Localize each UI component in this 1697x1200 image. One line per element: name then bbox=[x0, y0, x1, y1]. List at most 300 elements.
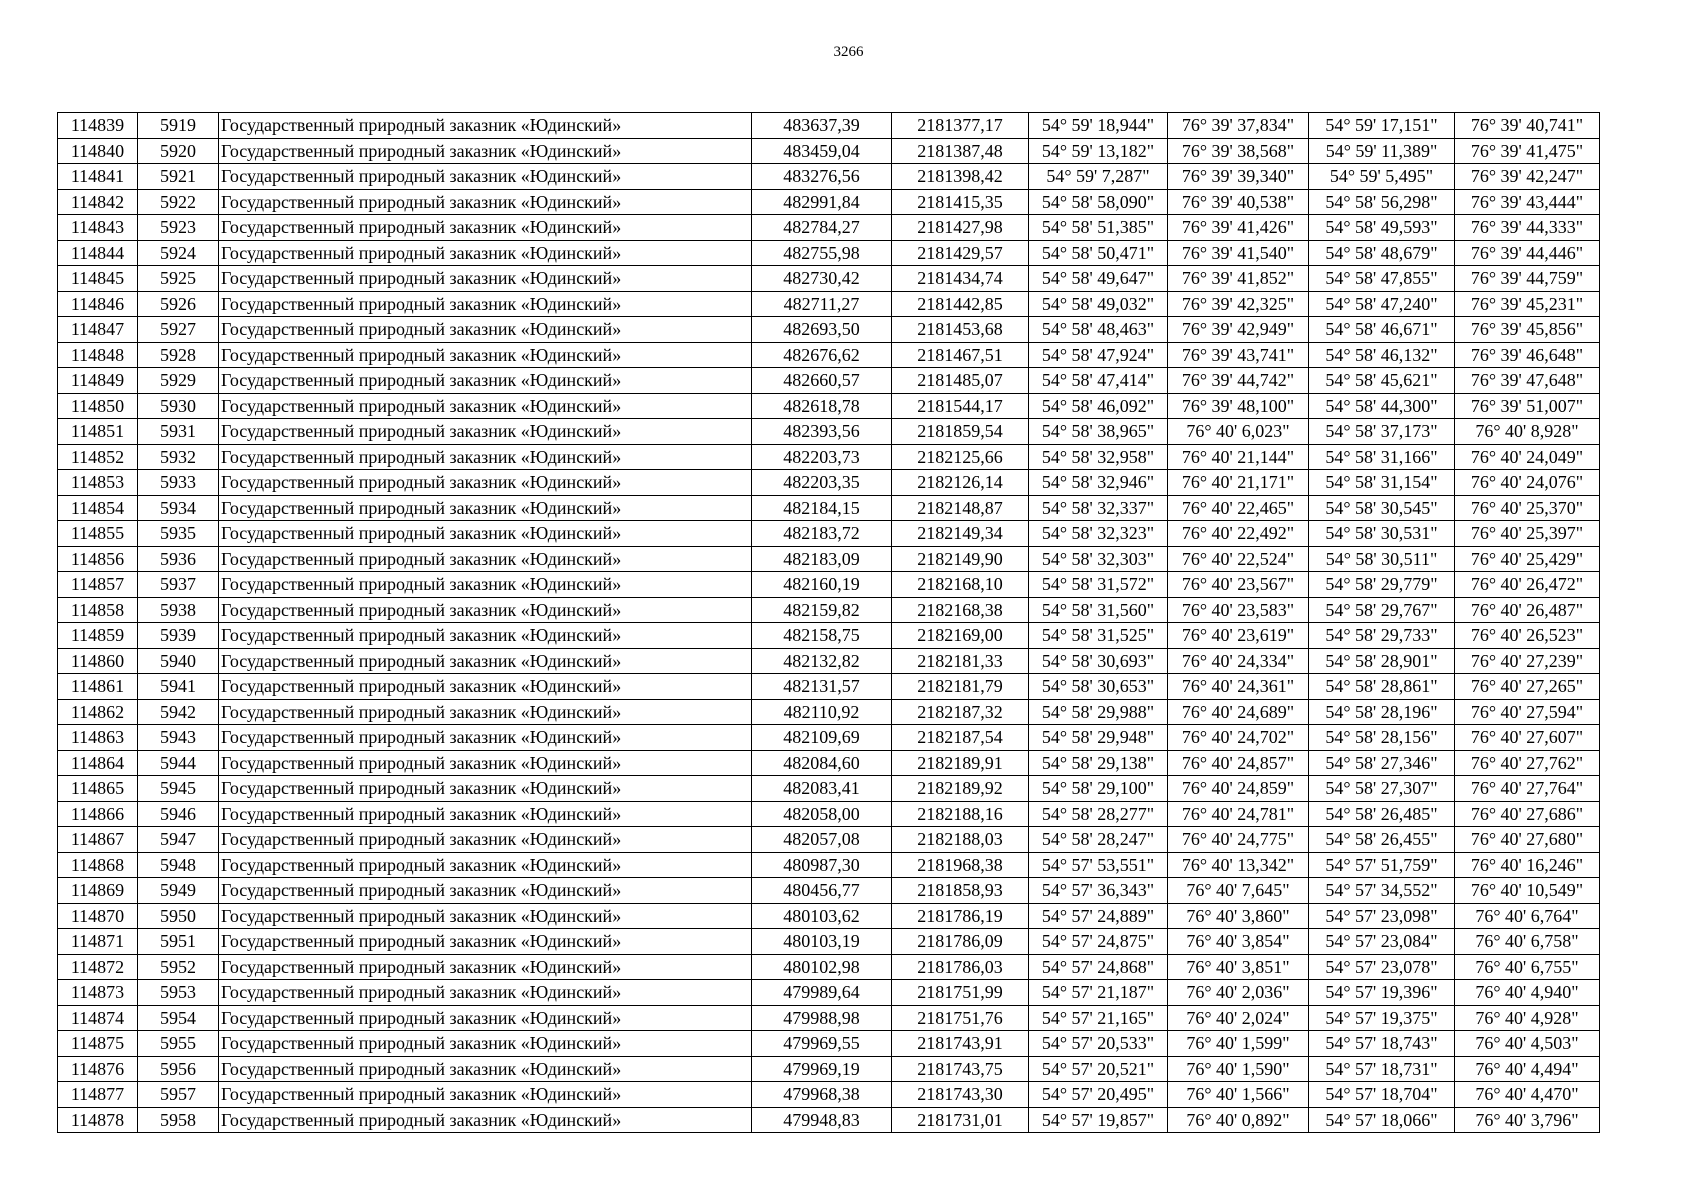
cell-latitude-2: 54° 58' 46,132" bbox=[1309, 342, 1455, 368]
cell-latitude-1: 54° 57' 20,495" bbox=[1029, 1082, 1168, 1108]
table-row bbox=[58, 674, 1600, 700]
table-row bbox=[58, 342, 1600, 368]
cell-point-number: 5942 bbox=[138, 699, 219, 725]
cell-record-id: 114874 bbox=[58, 1005, 138, 1031]
cell-object-name: Государственный природный заказник «Юдинский» bbox=[219, 827, 752, 853]
table-row bbox=[58, 776, 1600, 802]
cell-point-number: 5926 bbox=[138, 291, 219, 317]
cell-latitude-2: 54° 58' 30,511" bbox=[1309, 546, 1455, 572]
cell-object-name: Государственный природный заказник «Юдинский» bbox=[219, 597, 752, 623]
cell-y-coordinate: 2182188,16 bbox=[892, 801, 1029, 827]
cell-point-number: 5923 bbox=[138, 215, 219, 241]
cell-latitude-2: 54° 58' 30,545" bbox=[1309, 495, 1455, 521]
cell-record-id: 114870 bbox=[58, 903, 138, 929]
cell-longitude-1: 76° 40' 21,144" bbox=[1168, 444, 1309, 470]
cell-latitude-1: 54° 59' 7,287" bbox=[1029, 164, 1168, 190]
cell-latitude-2: 54° 57' 51,759" bbox=[1309, 852, 1455, 878]
cell-latitude-1: 54° 57' 24,889" bbox=[1029, 903, 1168, 929]
cell-record-id: 114846 bbox=[58, 291, 138, 317]
table-row bbox=[58, 750, 1600, 776]
cell-point-number: 5950 bbox=[138, 903, 219, 929]
table-row bbox=[58, 725, 1600, 751]
cell-y-coordinate: 2181377,17 bbox=[892, 113, 1029, 139]
cell-latitude-2: 54° 57' 18,704" bbox=[1309, 1082, 1455, 1108]
cell-point-number: 5956 bbox=[138, 1056, 219, 1082]
cell-y-coordinate: 2182189,92 bbox=[892, 776, 1029, 802]
cell-longitude-1: 76° 40' 3,860" bbox=[1168, 903, 1309, 929]
cell-object-name: Государственный природный заказник «Юдинский» bbox=[219, 929, 752, 955]
cell-latitude-1: 54° 58' 51,385" bbox=[1029, 215, 1168, 241]
cell-point-number: 5937 bbox=[138, 572, 219, 598]
cell-record-id: 114847 bbox=[58, 317, 138, 343]
cell-record-id: 114853 bbox=[58, 470, 138, 496]
cell-latitude-2: 54° 58' 29,733" bbox=[1309, 623, 1455, 649]
cell-record-id: 114872 bbox=[58, 954, 138, 980]
cell-point-number: 5944 bbox=[138, 750, 219, 776]
cell-x-coordinate: 482131,57 bbox=[752, 674, 892, 700]
table-row bbox=[58, 1056, 1600, 1082]
cell-longitude-1: 76° 40' 1,566" bbox=[1168, 1082, 1309, 1108]
cell-longitude-1: 76° 40' 24,857" bbox=[1168, 750, 1309, 776]
cell-object-name: Государственный природный заказник «Юдинский» bbox=[219, 138, 752, 164]
cell-point-number: 5943 bbox=[138, 725, 219, 751]
cell-y-coordinate: 2181786,03 bbox=[892, 954, 1029, 980]
cell-y-coordinate: 2181968,38 bbox=[892, 852, 1029, 878]
cell-record-id: 114865 bbox=[58, 776, 138, 802]
table-row bbox=[58, 801, 1600, 827]
cell-latitude-1: 54° 58' 30,653" bbox=[1029, 674, 1168, 700]
table-row bbox=[58, 980, 1600, 1006]
cell-latitude-1: 54° 58' 29,988" bbox=[1029, 699, 1168, 725]
cell-longitude-1: 76° 40' 2,036" bbox=[1168, 980, 1309, 1006]
cell-y-coordinate: 2181415,35 bbox=[892, 189, 1029, 215]
page-number: 3266 bbox=[833, 44, 864, 60]
cell-latitude-1: 54° 58' 30,693" bbox=[1029, 648, 1168, 674]
cell-point-number: 5925 bbox=[138, 266, 219, 292]
cell-record-id: 114864 bbox=[58, 750, 138, 776]
table-row bbox=[58, 1082, 1600, 1108]
table-row bbox=[58, 827, 1600, 853]
cell-longitude-1: 76° 40' 0,892" bbox=[1168, 1107, 1309, 1133]
cell-longitude-1: 76° 40' 22,492" bbox=[1168, 521, 1309, 547]
cell-point-number: 5947 bbox=[138, 827, 219, 853]
cell-point-number: 5952 bbox=[138, 954, 219, 980]
cell-longitude-2: 76° 39' 44,446" bbox=[1455, 240, 1600, 266]
cell-x-coordinate: 480102,98 bbox=[752, 954, 892, 980]
cell-longitude-1: 76° 40' 21,171" bbox=[1168, 470, 1309, 496]
cell-object-name: Государственный природный заказник «Юдинский» bbox=[219, 852, 752, 878]
cell-point-number: 5941 bbox=[138, 674, 219, 700]
cell-latitude-2: 54° 58' 46,671" bbox=[1309, 317, 1455, 343]
cell-x-coordinate: 482393,56 bbox=[752, 419, 892, 445]
cell-longitude-2: 76° 40' 27,607" bbox=[1455, 725, 1600, 751]
cell-y-coordinate: 2181786,09 bbox=[892, 929, 1029, 955]
table-row bbox=[58, 521, 1600, 547]
cell-longitude-1: 76° 40' 24,702" bbox=[1168, 725, 1309, 751]
cell-record-id: 114854 bbox=[58, 495, 138, 521]
cell-x-coordinate: 482084,60 bbox=[752, 750, 892, 776]
cell-object-name: Государственный природный заказник «Юдинский» bbox=[219, 1082, 752, 1108]
cell-object-name: Государственный природный заказник «Юдинский» bbox=[219, 725, 752, 751]
table-row bbox=[58, 240, 1600, 266]
cell-point-number: 5919 bbox=[138, 113, 219, 139]
cell-longitude-1: 76° 40' 24,775" bbox=[1168, 827, 1309, 853]
cell-latitude-1: 54° 58' 32,303" bbox=[1029, 546, 1168, 572]
cell-object-name: Государственный природный заказник «Юдинский» bbox=[219, 470, 752, 496]
cell-record-id: 114842 bbox=[58, 189, 138, 215]
table-body bbox=[58, 113, 1600, 1133]
cell-record-id: 114877 bbox=[58, 1082, 138, 1108]
cell-latitude-2: 54° 57' 19,375" bbox=[1309, 1005, 1455, 1031]
table-row bbox=[58, 1031, 1600, 1057]
cell-latitude-1: 54° 58' 31,560" bbox=[1029, 597, 1168, 623]
cell-x-coordinate: 480456,77 bbox=[752, 878, 892, 904]
cell-point-number: 5929 bbox=[138, 368, 219, 394]
cell-point-number: 5939 bbox=[138, 623, 219, 649]
cell-longitude-2: 76° 40' 8,928" bbox=[1455, 419, 1600, 445]
cell-latitude-1: 54° 57' 24,868" bbox=[1029, 954, 1168, 980]
cell-x-coordinate: 482160,19 bbox=[752, 572, 892, 598]
cell-x-coordinate: 482109,69 bbox=[752, 725, 892, 751]
table-row bbox=[58, 878, 1600, 904]
cell-point-number: 5934 bbox=[138, 495, 219, 521]
cell-longitude-2: 76° 39' 44,333" bbox=[1455, 215, 1600, 241]
cell-object-name: Государственный природный заказник «Юдинский» bbox=[219, 623, 752, 649]
cell-longitude-2: 76° 40' 4,928" bbox=[1455, 1005, 1600, 1031]
cell-longitude-1: 76° 39' 40,538" bbox=[1168, 189, 1309, 215]
cell-latitude-1: 54° 58' 32,323" bbox=[1029, 521, 1168, 547]
cell-latitude-2: 54° 58' 28,861" bbox=[1309, 674, 1455, 700]
table-row bbox=[58, 470, 1600, 496]
table-row bbox=[58, 419, 1600, 445]
cell-point-number: 5948 bbox=[138, 852, 219, 878]
cell-latitude-2: 54° 58' 28,901" bbox=[1309, 648, 1455, 674]
cell-x-coordinate: 482660,57 bbox=[752, 368, 892, 394]
cell-latitude-2: 54° 58' 29,767" bbox=[1309, 597, 1455, 623]
table-row bbox=[58, 1107, 1600, 1133]
cell-record-id: 114868 bbox=[58, 852, 138, 878]
cell-record-id: 114866 bbox=[58, 801, 138, 827]
cell-record-id: 114876 bbox=[58, 1056, 138, 1082]
table-row bbox=[58, 954, 1600, 980]
cell-longitude-2: 76° 39' 51,007" bbox=[1455, 393, 1600, 419]
cell-y-coordinate: 2181751,99 bbox=[892, 980, 1029, 1006]
table-row bbox=[58, 393, 1600, 419]
cell-longitude-2: 76° 39' 44,759" bbox=[1455, 266, 1600, 292]
cell-longitude-2: 76° 40' 6,755" bbox=[1455, 954, 1600, 980]
cell-point-number: 5924 bbox=[138, 240, 219, 266]
cell-longitude-2: 76° 39' 41,475" bbox=[1455, 138, 1600, 164]
cell-latitude-2: 54° 58' 30,531" bbox=[1309, 521, 1455, 547]
cell-latitude-2: 54° 58' 37,173" bbox=[1309, 419, 1455, 445]
cell-record-id: 114850 bbox=[58, 393, 138, 419]
cell-x-coordinate: 482057,08 bbox=[752, 827, 892, 853]
cell-record-id: 114845 bbox=[58, 266, 138, 292]
cell-longitude-2: 76° 40' 4,940" bbox=[1455, 980, 1600, 1006]
cell-record-id: 114878 bbox=[58, 1107, 138, 1133]
cell-latitude-1: 54° 58' 31,525" bbox=[1029, 623, 1168, 649]
cell-y-coordinate: 2182169,00 bbox=[892, 623, 1029, 649]
cell-longitude-2: 76° 40' 27,239" bbox=[1455, 648, 1600, 674]
cell-y-coordinate: 2181743,91 bbox=[892, 1031, 1029, 1057]
cell-object-name: Государственный природный заказник «Юдинский» bbox=[219, 546, 752, 572]
cell-point-number: 5927 bbox=[138, 317, 219, 343]
table-row bbox=[58, 291, 1600, 317]
cell-object-name: Государственный природный заказник «Юдинский» bbox=[219, 776, 752, 802]
cell-y-coordinate: 2182149,90 bbox=[892, 546, 1029, 572]
cell-record-id: 114855 bbox=[58, 521, 138, 547]
cell-latitude-1: 54° 58' 29,100" bbox=[1029, 776, 1168, 802]
cell-y-coordinate: 2181731,01 bbox=[892, 1107, 1029, 1133]
cell-longitude-1: 76° 40' 23,567" bbox=[1168, 572, 1309, 598]
cell-object-name: Государственный природный заказник «Юдинский» bbox=[219, 189, 752, 215]
cell-x-coordinate: 480103,62 bbox=[752, 903, 892, 929]
cell-record-id: 114873 bbox=[58, 980, 138, 1006]
cell-x-coordinate: 479968,38 bbox=[752, 1082, 892, 1108]
cell-x-coordinate: 479948,83 bbox=[752, 1107, 892, 1133]
cell-y-coordinate: 2182125,66 bbox=[892, 444, 1029, 470]
cell-latitude-1: 54° 58' 50,471" bbox=[1029, 240, 1168, 266]
cell-latitude-2: 54° 59' 11,389" bbox=[1309, 138, 1455, 164]
cell-longitude-2: 76° 39' 40,741" bbox=[1455, 113, 1600, 139]
cell-longitude-1: 76° 40' 24,334" bbox=[1168, 648, 1309, 674]
cell-x-coordinate: 479969,19 bbox=[752, 1056, 892, 1082]
cell-longitude-2: 76° 39' 43,444" bbox=[1455, 189, 1600, 215]
cell-latitude-2: 54° 58' 28,196" bbox=[1309, 699, 1455, 725]
cell-longitude-1: 76° 39' 37,834" bbox=[1168, 113, 1309, 139]
table-row bbox=[58, 266, 1600, 292]
cell-longitude-2: 76° 40' 3,796" bbox=[1455, 1107, 1600, 1133]
cell-y-coordinate: 2182149,34 bbox=[892, 521, 1029, 547]
cell-longitude-1: 76° 40' 7,645" bbox=[1168, 878, 1309, 904]
cell-object-name: Государственный природный заказник «Юдинский» bbox=[219, 699, 752, 725]
cell-longitude-1: 76° 39' 39,340" bbox=[1168, 164, 1309, 190]
cell-x-coordinate: 483276,56 bbox=[752, 164, 892, 190]
cell-x-coordinate: 483459,04 bbox=[752, 138, 892, 164]
coordinates-table bbox=[57, 112, 1600, 1133]
cell-object-name: Государственный природный заказник «Юдинский» bbox=[219, 317, 752, 343]
cell-longitude-1: 76° 40' 3,851" bbox=[1168, 954, 1309, 980]
cell-x-coordinate: 482183,72 bbox=[752, 521, 892, 547]
cell-object-name: Государственный природный заказник «Юдинский» bbox=[219, 419, 752, 445]
cell-x-coordinate: 482183,09 bbox=[752, 546, 892, 572]
cell-longitude-1: 76° 40' 24,859" bbox=[1168, 776, 1309, 802]
cell-longitude-2: 76° 40' 26,472" bbox=[1455, 572, 1600, 598]
table-row bbox=[58, 929, 1600, 955]
cell-latitude-2: 54° 58' 26,485" bbox=[1309, 801, 1455, 827]
cell-x-coordinate: 482158,75 bbox=[752, 623, 892, 649]
cell-object-name: Государственный природный заказник «Юдинский» bbox=[219, 648, 752, 674]
cell-latitude-2: 54° 59' 5,495" bbox=[1309, 164, 1455, 190]
cell-latitude-1: 54° 58' 49,647" bbox=[1029, 266, 1168, 292]
cell-latitude-1: 54° 57' 24,875" bbox=[1029, 929, 1168, 955]
cell-y-coordinate: 2181453,68 bbox=[892, 317, 1029, 343]
cell-latitude-1: 54° 59' 13,182" bbox=[1029, 138, 1168, 164]
cell-record-id: 114840 bbox=[58, 138, 138, 164]
cell-latitude-1: 54° 58' 32,337" bbox=[1029, 495, 1168, 521]
cell-longitude-2: 76° 40' 16,246" bbox=[1455, 852, 1600, 878]
cell-latitude-2: 54° 57' 18,066" bbox=[1309, 1107, 1455, 1133]
cell-record-id: 114841 bbox=[58, 164, 138, 190]
cell-longitude-1: 76° 40' 23,619" bbox=[1168, 623, 1309, 649]
cell-longitude-2: 76° 40' 10,549" bbox=[1455, 878, 1600, 904]
cell-point-number: 5922 bbox=[138, 189, 219, 215]
cell-object-name: Государственный природный заказник «Юдинский» bbox=[219, 954, 752, 980]
cell-point-number: 5958 bbox=[138, 1107, 219, 1133]
cell-object-name: Государственный природный заказник «Юдинский» bbox=[219, 750, 752, 776]
cell-latitude-1: 54° 58' 58,090" bbox=[1029, 189, 1168, 215]
table-row bbox=[58, 368, 1600, 394]
cell-latitude-1: 54° 58' 46,092" bbox=[1029, 393, 1168, 419]
cell-longitude-1: 76° 40' 22,465" bbox=[1168, 495, 1309, 521]
cell-object-name: Государственный природный заказник «Юдинский» bbox=[219, 980, 752, 1006]
cell-latitude-2: 54° 58' 47,240" bbox=[1309, 291, 1455, 317]
cell-longitude-1: 76° 40' 6,023" bbox=[1168, 419, 1309, 445]
table-row bbox=[58, 164, 1600, 190]
cell-record-id: 114856 bbox=[58, 546, 138, 572]
cell-latitude-2: 54° 57' 23,098" bbox=[1309, 903, 1455, 929]
cell-record-id: 114844 bbox=[58, 240, 138, 266]
cell-x-coordinate: 482184,15 bbox=[752, 495, 892, 521]
cell-latitude-1: 54° 58' 49,032" bbox=[1029, 291, 1168, 317]
cell-x-coordinate: 483637,39 bbox=[752, 113, 892, 139]
cell-y-coordinate: 2181786,19 bbox=[892, 903, 1029, 929]
cell-x-coordinate: 482618,78 bbox=[752, 393, 892, 419]
cell-latitude-1: 54° 58' 28,277" bbox=[1029, 801, 1168, 827]
cell-longitude-2: 76° 40' 25,370" bbox=[1455, 495, 1600, 521]
cell-point-number: 5955 bbox=[138, 1031, 219, 1057]
cell-point-number: 5932 bbox=[138, 444, 219, 470]
cell-x-coordinate: 479969,55 bbox=[752, 1031, 892, 1057]
cell-y-coordinate: 2181859,54 bbox=[892, 419, 1029, 445]
cell-longitude-2: 76° 40' 25,429" bbox=[1455, 546, 1600, 572]
cell-y-coordinate: 2181751,76 bbox=[892, 1005, 1029, 1031]
cell-longitude-1: 76° 39' 41,852" bbox=[1168, 266, 1309, 292]
cell-longitude-1: 76° 40' 2,024" bbox=[1168, 1005, 1309, 1031]
cell-longitude-1: 76° 40' 3,854" bbox=[1168, 929, 1309, 955]
table-row bbox=[58, 597, 1600, 623]
cell-object-name: Государственный природный заказник «Юдинский» bbox=[219, 801, 752, 827]
cell-record-id: 114859 bbox=[58, 623, 138, 649]
table-row bbox=[58, 215, 1600, 241]
cell-latitude-2: 54° 58' 47,855" bbox=[1309, 266, 1455, 292]
cell-longitude-2: 76° 40' 27,680" bbox=[1455, 827, 1600, 853]
cell-longitude-2: 76° 40' 4,494" bbox=[1455, 1056, 1600, 1082]
cell-point-number: 5933 bbox=[138, 470, 219, 496]
table-row bbox=[58, 623, 1600, 649]
cell-object-name: Государственный природный заказник «Юдинский» bbox=[219, 1056, 752, 1082]
cell-y-coordinate: 2181743,30 bbox=[892, 1082, 1029, 1108]
table-row bbox=[58, 903, 1600, 929]
cell-latitude-2: 54° 58' 29,779" bbox=[1309, 572, 1455, 598]
cell-latitude-1: 54° 57' 20,533" bbox=[1029, 1031, 1168, 1057]
cell-point-number: 5931 bbox=[138, 419, 219, 445]
cell-y-coordinate: 2182126,14 bbox=[892, 470, 1029, 496]
table-row bbox=[58, 699, 1600, 725]
cell-record-id: 114875 bbox=[58, 1031, 138, 1057]
cell-latitude-1: 54° 58' 29,948" bbox=[1029, 725, 1168, 751]
cell-object-name: Государственный природный заказник «Юдинский» bbox=[219, 266, 752, 292]
cell-latitude-1: 54° 57' 21,165" bbox=[1029, 1005, 1168, 1031]
cell-latitude-2: 54° 58' 31,154" bbox=[1309, 470, 1455, 496]
cell-y-coordinate: 2182189,91 bbox=[892, 750, 1029, 776]
cell-latitude-2: 54° 58' 44,300" bbox=[1309, 393, 1455, 419]
table-row bbox=[58, 444, 1600, 470]
cell-latitude-1: 54° 58' 32,946" bbox=[1029, 470, 1168, 496]
cell-y-coordinate: 2181743,75 bbox=[892, 1056, 1029, 1082]
cell-latitude-1: 54° 58' 28,247" bbox=[1029, 827, 1168, 853]
cell-longitude-1: 76° 40' 22,524" bbox=[1168, 546, 1309, 572]
cell-longitude-2: 76° 40' 24,049" bbox=[1455, 444, 1600, 470]
cell-longitude-2: 76° 40' 27,762" bbox=[1455, 750, 1600, 776]
cell-longitude-2: 76° 40' 4,470" bbox=[1455, 1082, 1600, 1108]
cell-x-coordinate: 482755,98 bbox=[752, 240, 892, 266]
cell-x-coordinate: 482784,27 bbox=[752, 215, 892, 241]
cell-longitude-1: 76° 39' 48,100" bbox=[1168, 393, 1309, 419]
cell-longitude-1: 76° 40' 24,361" bbox=[1168, 674, 1309, 700]
cell-latitude-2: 54° 58' 27,307" bbox=[1309, 776, 1455, 802]
cell-y-coordinate: 2182181,79 bbox=[892, 674, 1029, 700]
cell-object-name: Государственный природный заказник «Юдинский» bbox=[219, 1031, 752, 1057]
cell-longitude-2: 76° 39' 45,231" bbox=[1455, 291, 1600, 317]
cell-x-coordinate: 482991,84 bbox=[752, 189, 892, 215]
cell-object-name: Государственный природный заказник «Юдинский» bbox=[219, 521, 752, 547]
cell-point-number: 5953 bbox=[138, 980, 219, 1006]
cell-x-coordinate: 482203,73 bbox=[752, 444, 892, 470]
cell-latitude-1: 54° 57' 20,521" bbox=[1029, 1056, 1168, 1082]
cell-x-coordinate: 482693,50 bbox=[752, 317, 892, 343]
cell-latitude-2: 54° 57' 18,731" bbox=[1309, 1056, 1455, 1082]
cell-longitude-1: 76° 40' 1,590" bbox=[1168, 1056, 1309, 1082]
cell-latitude-2: 54° 58' 48,679" bbox=[1309, 240, 1455, 266]
cell-longitude-2: 76° 40' 27,686" bbox=[1455, 801, 1600, 827]
cell-latitude-2: 54° 58' 49,593" bbox=[1309, 215, 1455, 241]
table-row bbox=[58, 572, 1600, 598]
cell-record-id: 114839 bbox=[58, 113, 138, 139]
table-row bbox=[58, 648, 1600, 674]
cell-object-name: Государственный природный заказник «Юдинский» bbox=[219, 495, 752, 521]
cell-longitude-2: 76° 40' 6,764" bbox=[1455, 903, 1600, 929]
cell-object-name: Государственный природный заказник «Юдинский» bbox=[219, 903, 752, 929]
cell-latitude-1: 54° 57' 53,551" bbox=[1029, 852, 1168, 878]
cell-object-name: Государственный природный заказник «Юдинский» bbox=[219, 240, 752, 266]
cell-latitude-2: 54° 57' 23,078" bbox=[1309, 954, 1455, 980]
cell-longitude-2: 76° 40' 27,764" bbox=[1455, 776, 1600, 802]
cell-object-name: Государственный природный заказник «Юдинский» bbox=[219, 674, 752, 700]
cell-longitude-2: 76° 40' 27,265" bbox=[1455, 674, 1600, 700]
cell-object-name: Государственный природный заказник «Юдинский» bbox=[219, 113, 752, 139]
cell-record-id: 114861 bbox=[58, 674, 138, 700]
cell-y-coordinate: 2181387,48 bbox=[892, 138, 1029, 164]
cell-record-id: 114858 bbox=[58, 597, 138, 623]
cell-latitude-1: 54° 57' 36,343" bbox=[1029, 878, 1168, 904]
cell-longitude-1: 76° 40' 1,599" bbox=[1168, 1031, 1309, 1057]
cell-y-coordinate: 2182188,03 bbox=[892, 827, 1029, 853]
cell-longitude-1: 76° 40' 23,583" bbox=[1168, 597, 1309, 623]
cell-longitude-1: 76° 39' 41,426" bbox=[1168, 215, 1309, 241]
cell-y-coordinate: 2181427,98 bbox=[892, 215, 1029, 241]
cell-x-coordinate: 482730,42 bbox=[752, 266, 892, 292]
cell-object-name: Государственный природный заказник «Юдинский» bbox=[219, 1005, 752, 1031]
cell-x-coordinate: 482676,62 bbox=[752, 342, 892, 368]
cell-object-name: Государственный природный заказник «Юдинский» bbox=[219, 291, 752, 317]
cell-point-number: 5936 bbox=[138, 546, 219, 572]
cell-point-number: 5930 bbox=[138, 393, 219, 419]
cell-point-number: 5920 bbox=[138, 138, 219, 164]
cell-longitude-2: 76° 40' 25,397" bbox=[1455, 521, 1600, 547]
cell-record-id: 114867 bbox=[58, 827, 138, 853]
cell-point-number: 5945 bbox=[138, 776, 219, 802]
